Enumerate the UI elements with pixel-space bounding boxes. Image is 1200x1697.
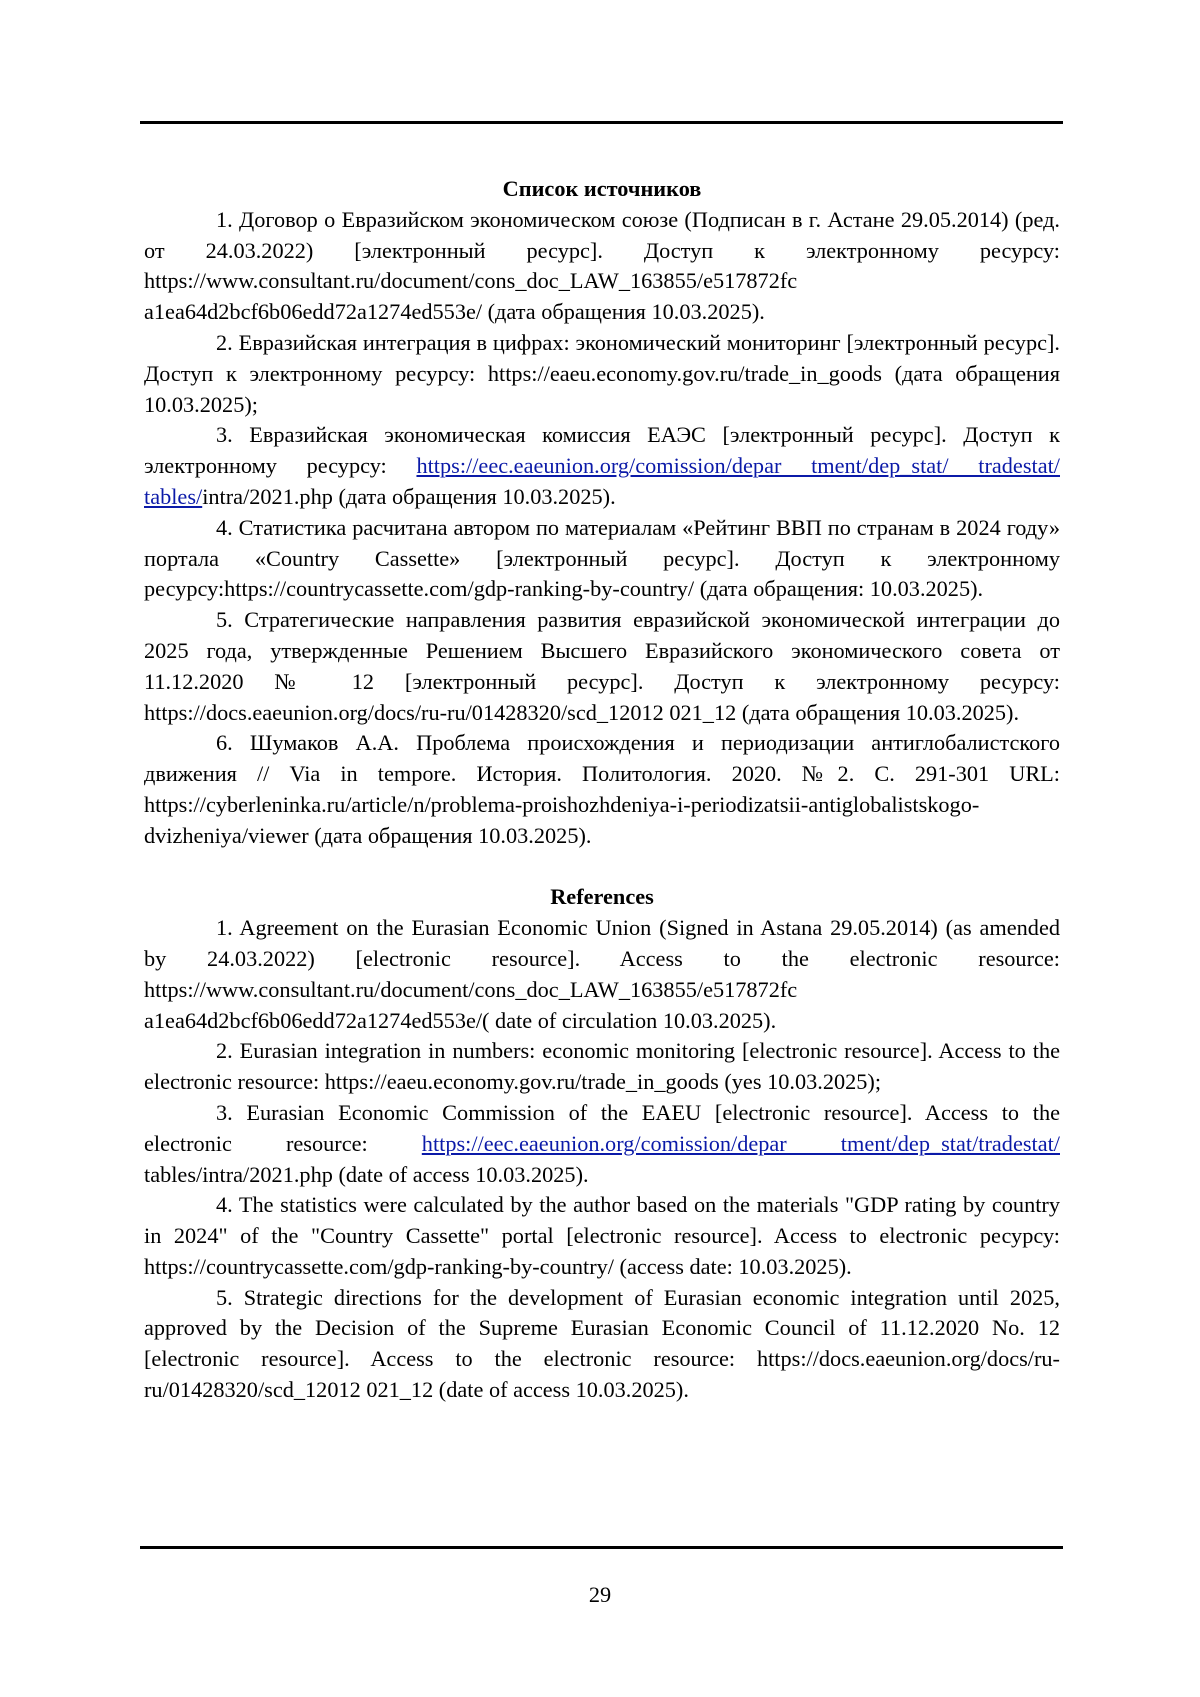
en-reference-text: tables/intra/2021.php (date of access 10.03.2025). <box>144 1162 589 1187</box>
en-section-title: References <box>144 882 1060 913</box>
ru-reference-item <box>144 420 1060 512</box>
en-reference-item: 4. The statistics were calculated by the author based on the materials "GDP rating by country in 2024" of the "Country Cassette" portal [electronic resource]. Access to electronic ресурсу: https://countrycassette.com/gdp-ranking-by-country/ (access date: 10.03.2025). <box>144 1190 1060 1282</box>
en-reference-item: 1. Agreement on the Eurasian Economic Union (Signed in Astana 29.05.2014) (as amended by 24.03.2022) [electronic resource]. Access to the electronic resource: https://www.consultant.ru/document/cons_doc_LAW_163855/e517872fc a1ea64d2bcf6b06edd72a1274ed553e/( date of circulation 10.03.2025). <box>144 913 1060 1036</box>
en-reference-item: 2. Eurasian integration in numbers: economic monitoring [electronic resource]. Access to the electronic resource: https://eaeu.economy.gov.ru/trade_in_goods (yes 10.03.2025); <box>144 1036 1060 1098</box>
page-number: 29 <box>0 1580 1200 1610</box>
section-spacer <box>144 852 1060 883</box>
ru-section-title: Список источников <box>144 174 1060 205</box>
ru-reference-item: 2. Евразийская интеграция в цифрах: экономический мониторинг [электронный ресурс]. Доступ к электронному ресурсу: https://eaeu.economy.gov.ru/trade_in_goods (дата обращения 10.03.2025); <box>144 328 1060 420</box>
footer-rule <box>140 1546 1063 1549</box>
header-rule <box>140 121 1063 124</box>
en-reference-item <box>144 1098 1060 1190</box>
ru-reference-item: 6. Шумаков А.А. Проблема происхождения и периодизации антиглобалистского движения // Via in tempore. История. Политология. 2020. №2. С. 291-301 URL: https://cyberleninka.ru/article/n/problema-proishozhdeniya-i-periodizatsii-antiglobalistskogo-dvizheniya/viewer (дата обращения 10.03.2025). <box>144 728 1060 851</box>
ru-reference-text: intra/2021.php (дата обращения 10.03.2025). <box>202 484 615 509</box>
ru-reference-text: 3. Евразийская экономическая комиссия ЕАЭС [электронный ресурс]. Доступ к электронному ресурсу: <box>144 422 1060 478</box>
ru-reference-item: 1. Договор о Евразийском экономическом союзе (Подписан в г. Астане 29.05.2014) (ред. от 24.03.2022) [электронный ресурс]. Доступ к электронному ресурсу: https://www.consultant.ru/document/cons_doc_LAW_163855/e517872fc a1ea64d2bcf6b06edd72a1274ed553e/ (дата обращения 10.03.2025). <box>144 205 1060 328</box>
ru-reference-link[interactable]: https://eec.eaeunion.org/comission/depar tment/dep_stat/ tradestat/ tables/ <box>144 453 1060 509</box>
ru-reference-item: 4. Статистика расчитана автором по материалам «Рейтинг ВВП по странам в 2024 году» портала «Country Cassette» [электронный ресурс]. Доступ к электронному ресурсу:https://countrycassette.com/gdp-ranking-by-country/ (дата обращения: 10.03.2025). <box>144 513 1060 605</box>
ru-reference-item: 5. Стратегические направления развития евразийской экономической интеграции до 2025 года, утвержденные Решением Высшего Евразийского экономического совета от 11.12.2020 № 12 [электронный ресурс]. Доступ к электронному ресурсу: https://docs.eaeunion.org/docs/ru-ru/01428320/scd_12012 021_12 (дата обращения 10.03.2025). <box>144 605 1060 728</box>
page-content <box>144 174 1060 1406</box>
en-reference-text: 3. Eurasian Economic Commission of the EAEU [electronic resource]. Access to the electronic resource: <box>144 1100 1060 1156</box>
en-reference-link[interactable]: https://eec.eaeunion.org/comission/depar tment/dep_stat/tradestat/ <box>422 1131 1060 1156</box>
en-reference-item: 5. Strategic directions for the development of Eurasian economic integration until 2025, approved by the Decision of the Supreme Eurasian Economic Council of 11.12.2020 No. 12 [electronic resource]. Access to the electronic resource: https://docs.eaeunion.org/docs/ru-ru/01428320/scd_12012 021_12 (date of access 10.03.2025). <box>144 1283 1060 1406</box>
